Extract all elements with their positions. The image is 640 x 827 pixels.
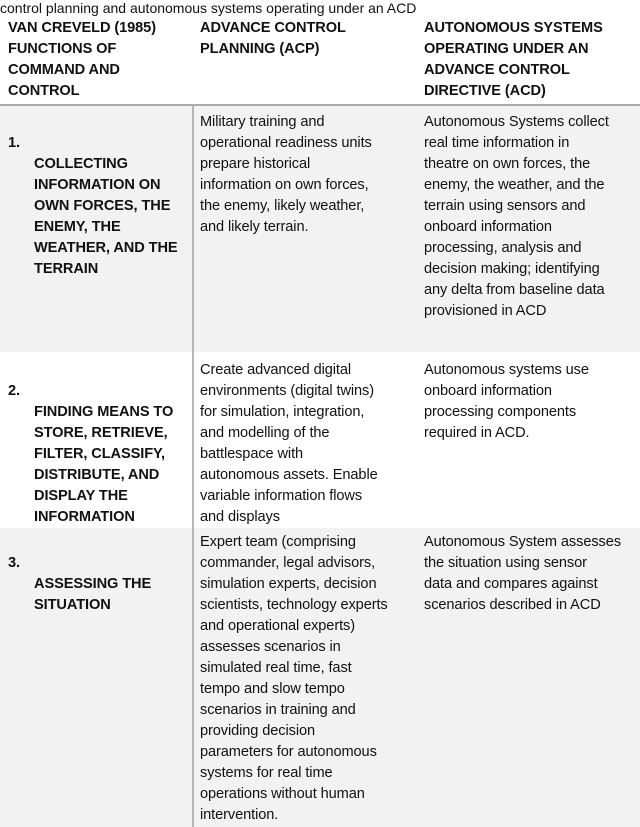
function-label: COLLECTING INFORMATION ON OWN FORCES, THE ENEMY, THE WEATHER, AND THE TERRAIN bbox=[34, 156, 178, 277]
acp-cell: Military training and operational readiness units prepare historical information on own forces, the enemy, likely weather, and likely terrain. bbox=[200, 114, 372, 235]
row-number: 1. bbox=[8, 135, 20, 151]
function-cell bbox=[8, 532, 193, 637]
header-acp: ADVANCE CONTROL PLANNING (ACP) bbox=[200, 20, 346, 57]
table-caption: control planning and autonomous systems operating under an ACD bbox=[0, 0, 417, 16]
acp-cell: Expert team (comprising commander, legal advisors, simulation experts, decision scientists, technology experts and operational experts) assesses scenarios in simulated real time, fast tempo and slow tempo scenarios in training and providing decision parameters for autonomous systems for real time operations without human intervention. bbox=[200, 534, 388, 823]
header-van-creveld: VAN CREVELD (1985) FUNCTIONS OF COMMAND AND CONTROL bbox=[8, 20, 156, 99]
table-row bbox=[0, 528, 640, 827]
function-label: FINDING MEANS TO STORE, RETRIEVE, FILTER, CLASSIFY, DISTRIBUTE, AND DISPLAY THE INFORMATION bbox=[34, 404, 174, 525]
table-row bbox=[0, 352, 640, 528]
acd-cell: Autonomous System assesses the situation using sensor data and compares against scenarios described in ACD bbox=[424, 534, 621, 613]
function-label: ASSESSING THE SITUATION bbox=[34, 576, 152, 613]
table-header-row bbox=[0, 18, 640, 104]
function-cell bbox=[8, 112, 193, 301]
column-divider bbox=[192, 106, 194, 827]
table-row bbox=[0, 106, 640, 352]
acd-cell: Autonomous Systems collect real time information in theatre on own forces, the enemy, the weather, and the terrain using sensors and onboard information processing, analysis and decision making; identifying any delta from baseline data provisioned in ACD bbox=[424, 114, 609, 319]
row-number: 2. bbox=[8, 383, 20, 399]
acd-cell: Autonomous systems use onboard information processing components required in ACD. bbox=[424, 362, 589, 441]
function-cell bbox=[8, 360, 193, 549]
acp-cell: Create advanced digital environments (digital twins) for simulation, integration, and modelling of the battlespace with autonomous assets. Enable variable information flows and displays bbox=[200, 362, 378, 525]
header-acd: AUTONOMOUS SYSTEMS OPERATING UNDER AN ADVANCE CONTROL DIRECTIVE (ACD) bbox=[424, 20, 603, 99]
row-number: 3. bbox=[8, 555, 20, 571]
